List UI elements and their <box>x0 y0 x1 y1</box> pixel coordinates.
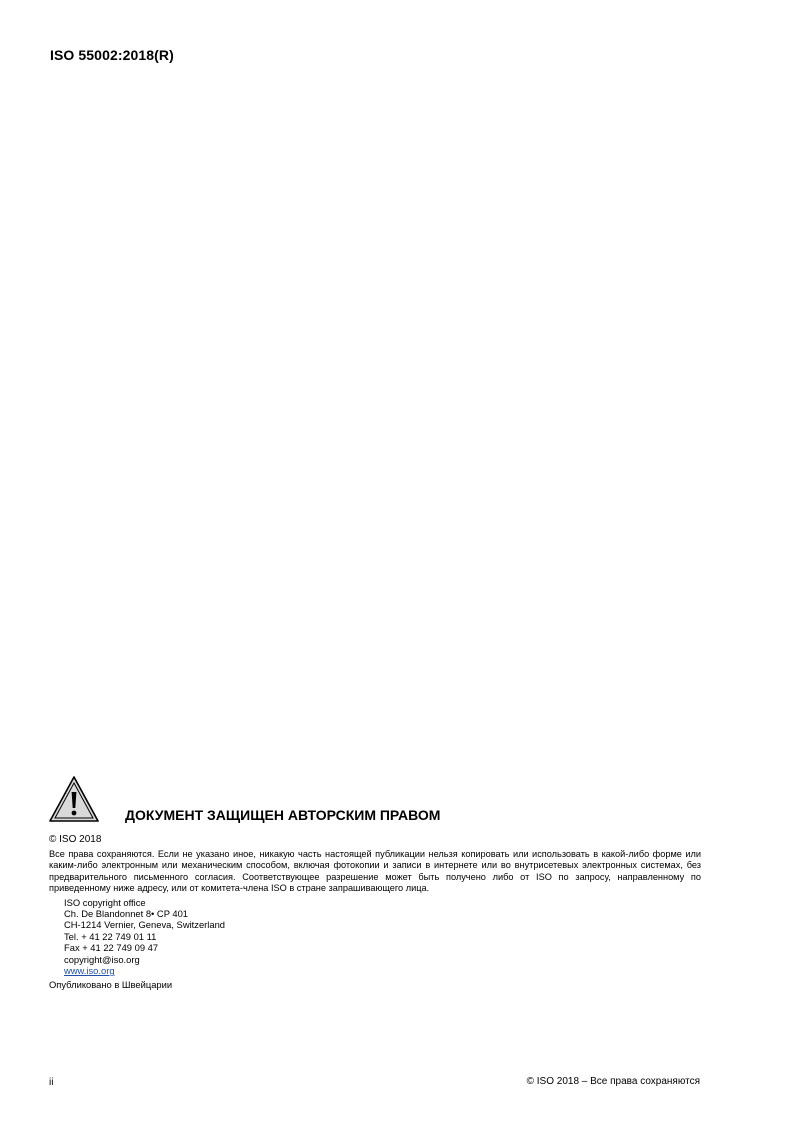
warning-row <box>49 774 701 826</box>
address-line: CH-1214 Vernier, Geneva, Switzerland <box>64 919 226 931</box>
address-block <box>49 897 701 977</box>
address-line: Fax + 41 22 749 09 47 <box>64 942 159 954</box>
warning-triangle-icon <box>49 776 99 822</box>
address-line: Tel. + 41 22 749 01 11 <box>64 930 157 942</box>
rights-text: Все права сохраняются. Если не указано иное, никакую часть настоящей публикации нельзя копировать или использовать в какой-либо форме или каким-либо электронным или механическим способом, включая фотокопии и записи в интернете или во внутрисетевых электронных системах, без предварительного письменного согласия. Соответствующее разрешение может быть получено либо от ISO по запросу, направленному по приведенному ниже адресу, или от комитета-члена ISO в стране запрашивающего лица. <box>49 849 701 894</box>
page-number: ii <box>49 1077 54 1088</box>
address-line: copyright@iso.org <box>64 953 140 965</box>
published-line: Опубликовано в Швейцарии <box>49 979 173 991</box>
address-line: Ch. De Blandonnet 8• CP 401 <box>64 908 189 920</box>
copyright-title: ДОКУМЕНТ ЗАЩИЩЕН АВТОРСКИМ ПРАВОМ <box>125 807 441 823</box>
document-code: ISO 55002:2018(R) <box>50 47 174 63</box>
footer-copyright: © ISO 2018 – Все права сохраняются <box>526 1076 700 1087</box>
copyright-year: © ISO 2018 <box>49 834 102 845</box>
website-link[interactable]: www.iso.org <box>64 965 115 977</box>
copyright-notice <box>49 774 701 991</box>
address-line: ISO copyright office <box>64 896 146 908</box>
